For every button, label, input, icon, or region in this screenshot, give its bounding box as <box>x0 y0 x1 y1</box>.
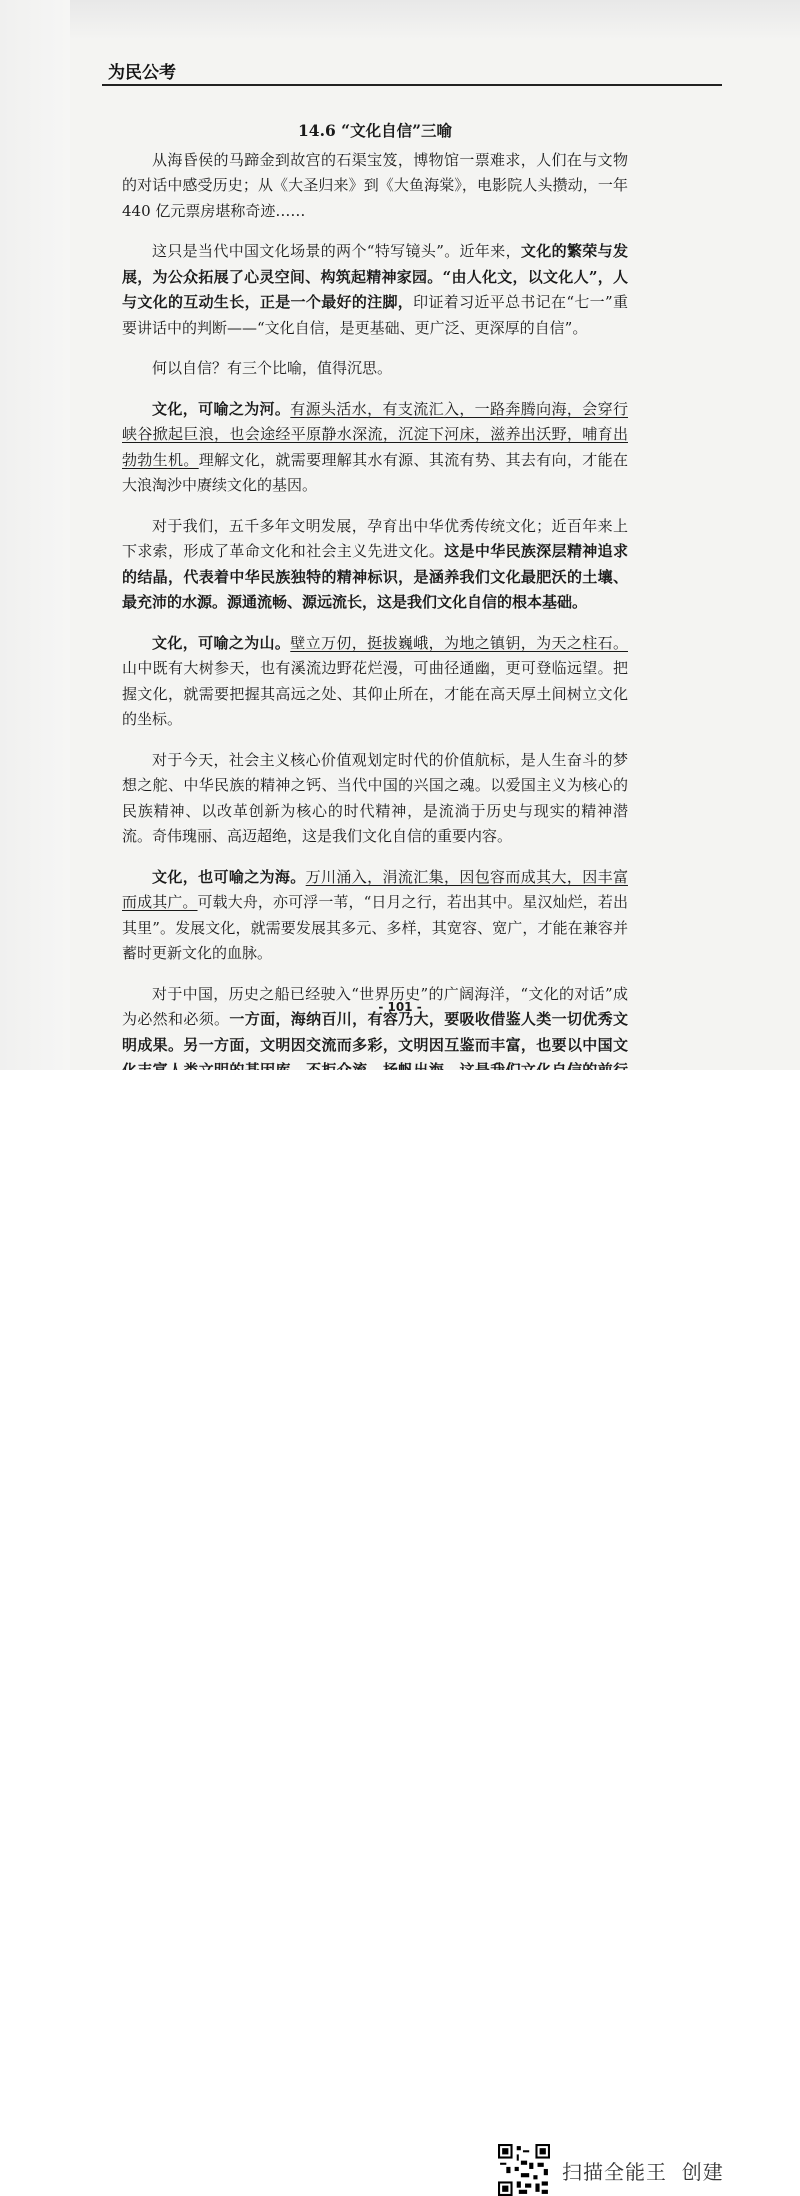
scanner-footer <box>0 1070 800 2184</box>
paragraph-text: 何以自信？有三个比喻，值得沉思。 <box>152 359 393 377</box>
underlined-text: 有源头活水，有支流汇入，一路奔腾向海，会穿行峡谷掀起巨浪，也会途经平原静水深流，沉淀下河床，滋养出沃野，哺育出勃勃生机。 <box>122 399 628 469</box>
qr-code-icon <box>498 2144 550 2196</box>
page-number: - 101 - <box>378 1000 422 1014</box>
underlined-text: 万川涌入，涓流汇集，因包容而成其大，因丰富而成其广。 <box>122 867 628 911</box>
paragraph-5 <box>122 514 628 616</box>
running-header <box>102 54 722 86</box>
underlined-text: 壁立万仞，挺拔巍峨，为地之镇钥，为天之柱石。 <box>290 633 628 652</box>
paragraph-text: 印证着习近平总书记在“七一”重要讲话中的判断——“文化自信，是更基础、更广泛、更深厚的自信”。 <box>122 293 628 337</box>
paragraph-3 <box>122 356 628 382</box>
paragraph-text: 这是我们文化自信的重要内容。 <box>302 827 513 845</box>
scanner-watermark-text: 扫描全能王 创建 <box>562 2160 724 2184</box>
paragraph-text: 对于中国，历史之船已经驶入“世界历史”的广阔海洋，“文化的对话”成为必然和必须。 <box>122 984 628 1028</box>
article-body <box>122 118 628 1124</box>
scanned-page <box>0 0 800 1070</box>
bold-text: 文化，也可喻之为海。 <box>152 867 306 886</box>
paragraph-1 <box>122 148 628 225</box>
paragraph-text: 对于我们，五千多年文明发展，孕育出中华优秀传统文化；近百年来上下求索，形成了革命文化和社会主义先进文化。 <box>122 516 628 560</box>
bold-text: 文化，可喻之为河。 <box>152 399 291 418</box>
bold-text: 文化，可喻之为山。 <box>152 633 291 652</box>
paragraph-4 <box>122 397 628 499</box>
paragraph-text: 理解文化，就需要理解其水有源、其流有势、其去有向，才能在大浪淘沙中赓续文化的基因。 <box>122 450 628 494</box>
paragraph-text: 这只是当代中国文化场景的两个“特写镜头”。近年来， <box>152 242 521 260</box>
paragraph-8 <box>122 865 628 967</box>
paragraph-6 <box>122 631 628 733</box>
paragraph-7 <box>122 748 628 850</box>
paragraph-text: 可载大舟，亦可浮一苇，“日月之行，若出其中。星汉灿烂，若出其里”。发展文化，就需要发展其多元、多样，其宽容、宽广，才能在兼容并蓄时更新文化的血脉。 <box>122 893 628 962</box>
paragraph-text: 山中既有大树参天，也有溪流边野花烂漫，可曲径通幽，更可登临远望。把握文化，就需要把握其高远之处、其仰止所在，才能在高天厚土间树立文化的坐标。 <box>122 659 628 728</box>
section-title: 14.6 “文化自信”三喻 <box>298 121 452 140</box>
bold-text: 这是中华民族深层精神追求的结晶，代表着中华民族独特的精神标识，是涵养我们文化最肥沃的土壤、最充沛的水源。源通流畅、源远流长，这是我们文化自信的根本基础。 <box>122 542 628 611</box>
page-fold-shadow <box>0 0 800 40</box>
bold-text: 一方面，海纳百川，有容乃大，要吸收借鉴人类一切优秀文明成果。另一方面，文明因交流而多彩，文明因互鉴而丰富，也要以中国文 <box>122 1010 628 1054</box>
bold-text: 文化的繁荣与发展，为公众拓展了心灵空间、构筑起精神家园。“由人化文，以文化人”，人与文化的互动生长，正是一个最好的注脚， <box>122 242 628 311</box>
paragraph-2 <box>122 239 628 341</box>
page-edge-shadow <box>0 0 70 1070</box>
header-title: 为民公考 <box>108 63 176 83</box>
paragraph-text: 对于今天，社会主义核心价值观划定时代的价值航标，是人生奋斗的梦想之舵、中华民族的精神之钙、当代中国的兴国之魂。以爱国主义为核心的民族精神、以改革创新为核心的时代精神，是流淌于历史与现实的精神潜流。奇伟瑰丽、高迈超绝， <box>122 750 628 845</box>
paragraph-text: 从海昏侯的马蹄金到故宫的石渠宝笈，博物馆一票难求，人们在与文物的对话中感受历史；从《大圣归来》到《大鱼海棠》，电影院人头攒动，一年 440 亿元票房堪称奇迹…… <box>122 150 628 220</box>
